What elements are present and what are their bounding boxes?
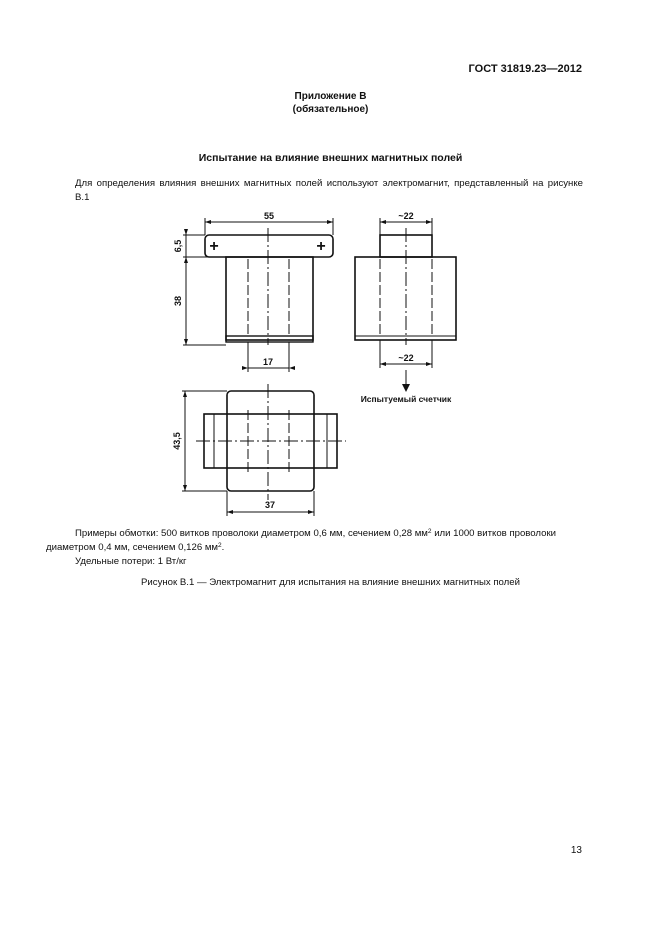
dim-side-top: ~22: [398, 211, 414, 221]
note-line-2: диаметром 0,4 мм, сечением 0,126 $мм^2$.: [46, 542, 225, 553]
dim-bottom-width: 17: [262, 357, 274, 367]
notes: [46, 527, 583, 569]
dim-plan-width: 37: [264, 500, 276, 510]
standard-number: ГОСТ 31819.23—2012: [468, 63, 582, 75]
appendix-status: (обязательное): [292, 104, 369, 115]
appendix-title: Приложение В: [294, 91, 367, 102]
page-number: 13: [570, 845, 582, 856]
dim-body-height: 38: [173, 295, 183, 307]
plus-left: +: [209, 238, 219, 255]
note-line-1: Примеры обмотки: 500 витков проволоки диаметром 0,6 мм, сечением 0,28 $мм^2$ или 1000 витков проволоки: [75, 528, 557, 539]
front-top-yoke: [205, 235, 333, 257]
intro-text: Для определения влияния внешних магнитных полей используют электромагнит, представленный на рисунке В.1: [75, 178, 583, 203]
dim-top-height: 6,5: [173, 239, 183, 253]
section-title: Испытание на влияние внешних магнитных полей: [198, 152, 463, 164]
front-body: [226, 257, 313, 340]
note-line-3: Удельные потери: 1 Вт/кг: [75, 556, 187, 567]
plus-right: +: [316, 238, 326, 255]
dim-plan-height: 43,5: [172, 432, 182, 450]
figure-caption: Рисунок В.1 — Электромагнит для испытания на влияние внешних магнитных полей: [141, 577, 520, 588]
dim-side-bottom: ~22: [398, 353, 414, 363]
meter-label: Испытуемый счетчик: [360, 394, 452, 404]
dim-top-width: 55: [263, 211, 275, 221]
